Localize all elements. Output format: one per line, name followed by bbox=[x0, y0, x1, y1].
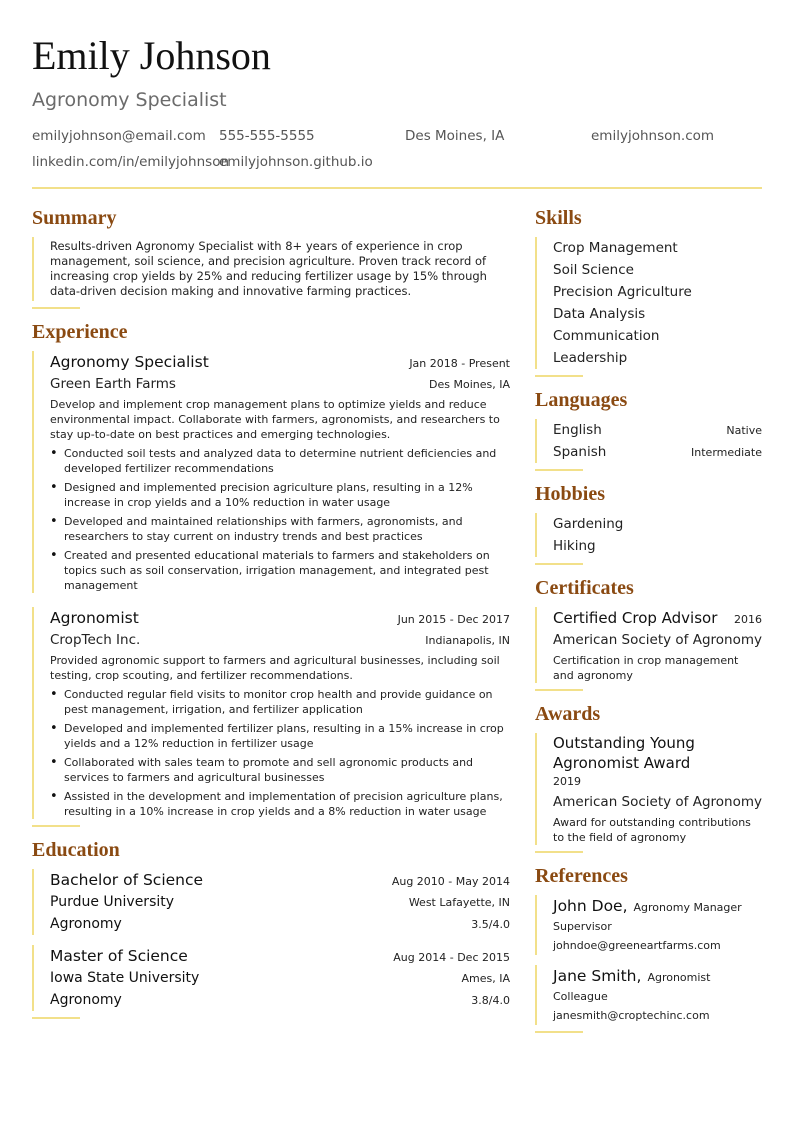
education-gpa: 3.5/4.0 bbox=[471, 918, 510, 931]
section-divider bbox=[535, 689, 583, 691]
contact-email[interactable]: emilyjohnson@email.com bbox=[32, 128, 206, 144]
reference-position: Agronomist bbox=[647, 971, 711, 984]
job-bullet: • Developed and implemented fertilizer plans, resulting in a 15% increase in crop yields and a 12% reduction in fertilizer usage bbox=[50, 721, 510, 751]
reference-entry bbox=[535, 895, 762, 955]
skills-list bbox=[535, 237, 762, 369]
job-bullet: • Created and presented educational materials to farmers and stakeholders on topics such as soil conservation, irrigation management, and integrated pest management bbox=[50, 548, 510, 593]
job-bullet: • Designed and implemented precision agriculture plans, resulting in a 12% increase in crop yields and a 10% reduction in water usage bbox=[50, 480, 510, 510]
reference-email[interactable]: johndoe@greeneartfarms.com bbox=[553, 939, 721, 952]
reference-position: Agronomy Manager bbox=[633, 901, 742, 914]
section-divider bbox=[32, 1017, 80, 1019]
main-column bbox=[32, 205, 510, 1029]
certificates-heading: Certificates bbox=[535, 577, 634, 599]
skill-item: Communication bbox=[553, 328, 660, 344]
contact-github[interactable]: emilyjohnson.github.io bbox=[219, 154, 373, 170]
job-bullet: • Assisted in the development and implementation of precision agriculture plans, resulting in a 10% increase in crop yields and a 8% reduction in water usage bbox=[50, 789, 510, 819]
job-bullets bbox=[50, 687, 510, 819]
languages-section bbox=[535, 387, 762, 471]
language-name: Spanish bbox=[553, 444, 607, 460]
hobbies-heading: Hobbies bbox=[535, 483, 606, 505]
reference-entry bbox=[535, 965, 762, 1025]
languages-list bbox=[535, 419, 762, 463]
job-entry bbox=[32, 351, 510, 593]
job-dates: Jun 2015 - Dec 2017 bbox=[397, 613, 510, 626]
education-location: West Lafayette, IN bbox=[408, 896, 510, 909]
certificate-entry bbox=[535, 607, 762, 683]
job-company: CropTech Inc. bbox=[50, 632, 141, 648]
skill-item: Crop Management bbox=[553, 240, 678, 256]
education-school: Iowa State University bbox=[50, 970, 200, 986]
certificates-section bbox=[535, 575, 762, 691]
experience-section bbox=[32, 319, 510, 827]
award-entry bbox=[535, 733, 762, 845]
job-entry bbox=[32, 607, 510, 819]
reference-name: Jane Smith, bbox=[553, 967, 642, 985]
skill-item: Precision Agriculture bbox=[553, 284, 692, 300]
education-field: Agronomy bbox=[50, 916, 122, 932]
section-divider bbox=[535, 851, 583, 853]
job-bullets bbox=[50, 446, 510, 593]
reference-email[interactable]: janesmith@croptechinc.com bbox=[553, 1009, 710, 1022]
sidebar-column bbox=[535, 205, 762, 1043]
reference-relation: Colleague bbox=[553, 990, 608, 1003]
language-level: Intermediate bbox=[691, 446, 762, 459]
section-divider bbox=[32, 307, 80, 309]
education-entry bbox=[32, 945, 510, 1011]
candidate-title: Agronomy Specialist bbox=[32, 89, 227, 111]
language-level: Native bbox=[726, 424, 762, 437]
skill-item: Leadership bbox=[553, 350, 628, 366]
education-gpa: 3.8/4.0 bbox=[471, 994, 510, 1007]
job-company: Green Earth Farms bbox=[50, 376, 176, 392]
job-bullet: • Conducted soil tests and analyzed data to determine nutrient deficiencies and developed fertilizer recommendations bbox=[50, 446, 510, 476]
hobby-item: Hiking bbox=[553, 538, 596, 554]
references-section bbox=[535, 863, 762, 1033]
contact-phone: 555-555-5555 bbox=[219, 128, 315, 144]
hobbies-list bbox=[535, 513, 762, 557]
section-divider bbox=[535, 469, 583, 471]
awards-heading: Awards bbox=[535, 703, 601, 725]
skills-heading: Skills bbox=[535, 207, 582, 229]
award-issuer: American Society of Agronomy bbox=[553, 794, 762, 810]
certificate-year: 2016 bbox=[734, 613, 762, 626]
contact-location: Des Moines, IA bbox=[405, 128, 505, 144]
certificate-issuer: American Society of Agronomy bbox=[553, 632, 762, 648]
language-name: English bbox=[553, 422, 602, 438]
languages-heading: Languages bbox=[535, 389, 628, 411]
job-title: Agronomy Specialist bbox=[50, 353, 209, 371]
award-description: Award for outstanding contributions to the field of agronomy bbox=[553, 816, 751, 844]
header-divider bbox=[32, 187, 762, 189]
hobbies-section bbox=[535, 481, 762, 565]
job-location: Indianapolis, IN bbox=[425, 634, 510, 647]
summary-text: Results-driven Agronomy Specialist with 8+ years of experience in crop management, soil science, and precision agriculture. Proven track record of increasing crop yields by 25% and reducing fertilizer usage by 15% through data-driven decision making and innovative farming practices. bbox=[32, 237, 510, 301]
job-dates: Jan 2018 - Present bbox=[409, 357, 510, 370]
education-section bbox=[32, 837, 510, 1019]
job-bullet: • Developed and maintained relationships with farmers, agronomists, and researchers to stay current on industry trends and best practices bbox=[50, 514, 510, 544]
award-name: Outstanding Young Agronomist Award bbox=[553, 734, 695, 772]
summary-section bbox=[32, 205, 510, 309]
education-dates: Aug 2014 - Dec 2015 bbox=[393, 951, 510, 964]
section-divider bbox=[535, 563, 583, 565]
contact-website[interactable]: emilyjohnson.com bbox=[591, 128, 715, 144]
award-year: 2019 bbox=[553, 775, 581, 788]
references-heading: References bbox=[535, 865, 628, 887]
job-description: Provided agronomic support to farmers and agricultural businesses, including soil testing, crop scouting, and fertilizer recommendations. bbox=[50, 654, 500, 682]
education-dates: Aug 2010 - May 2014 bbox=[391, 875, 510, 888]
contact-linkedin[interactable]: linkedin.com/in/emilyjohnson bbox=[32, 154, 230, 170]
education-school: Purdue University bbox=[50, 894, 175, 910]
awards-section bbox=[535, 701, 762, 853]
certificate-description: Certification in crop management and agronomy bbox=[553, 654, 739, 682]
summary-heading: Summary bbox=[32, 207, 117, 229]
reference-name: John Doe, bbox=[553, 897, 628, 915]
job-location: Des Moines, IA bbox=[429, 378, 510, 391]
job-description: Develop and implement crop management plans to optimize yields and reduce environmental impact. Collaborate with farmers, agronomists, and researchers to stay up-to-date on best practices and emerging technologies. bbox=[50, 398, 500, 441]
hobby-item: Gardening bbox=[553, 516, 624, 532]
education-field: Agronomy bbox=[50, 992, 122, 1008]
experience-heading: Experience bbox=[32, 321, 128, 343]
section-divider bbox=[535, 1031, 583, 1033]
education-location: Ames, IA bbox=[461, 972, 510, 985]
job-bullet: • Conducted regular field visits to monitor crop health and provide guidance on pest management, irrigation, and fertilizer application bbox=[50, 687, 510, 717]
skill-item: Soil Science bbox=[553, 262, 634, 278]
education-degree: Bachelor of Science bbox=[50, 871, 204, 889]
skill-item: Data Analysis bbox=[553, 306, 646, 322]
job-title: Agronomist bbox=[50, 609, 139, 627]
section-divider bbox=[32, 825, 80, 827]
education-heading: Education bbox=[32, 839, 120, 861]
reference-relation: Supervisor bbox=[553, 920, 612, 933]
certificate-name: Certified Crop Advisor bbox=[553, 609, 718, 627]
candidate-name: Emily Johnson bbox=[32, 33, 271, 78]
job-bullet: • Collaborated with sales team to promote and sell agronomic products and services to farmers and agricultural businesses bbox=[50, 755, 510, 785]
section-divider bbox=[535, 375, 583, 377]
education-degree: Master of Science bbox=[50, 947, 188, 965]
education-entry bbox=[32, 869, 510, 935]
skills-section bbox=[535, 205, 762, 377]
